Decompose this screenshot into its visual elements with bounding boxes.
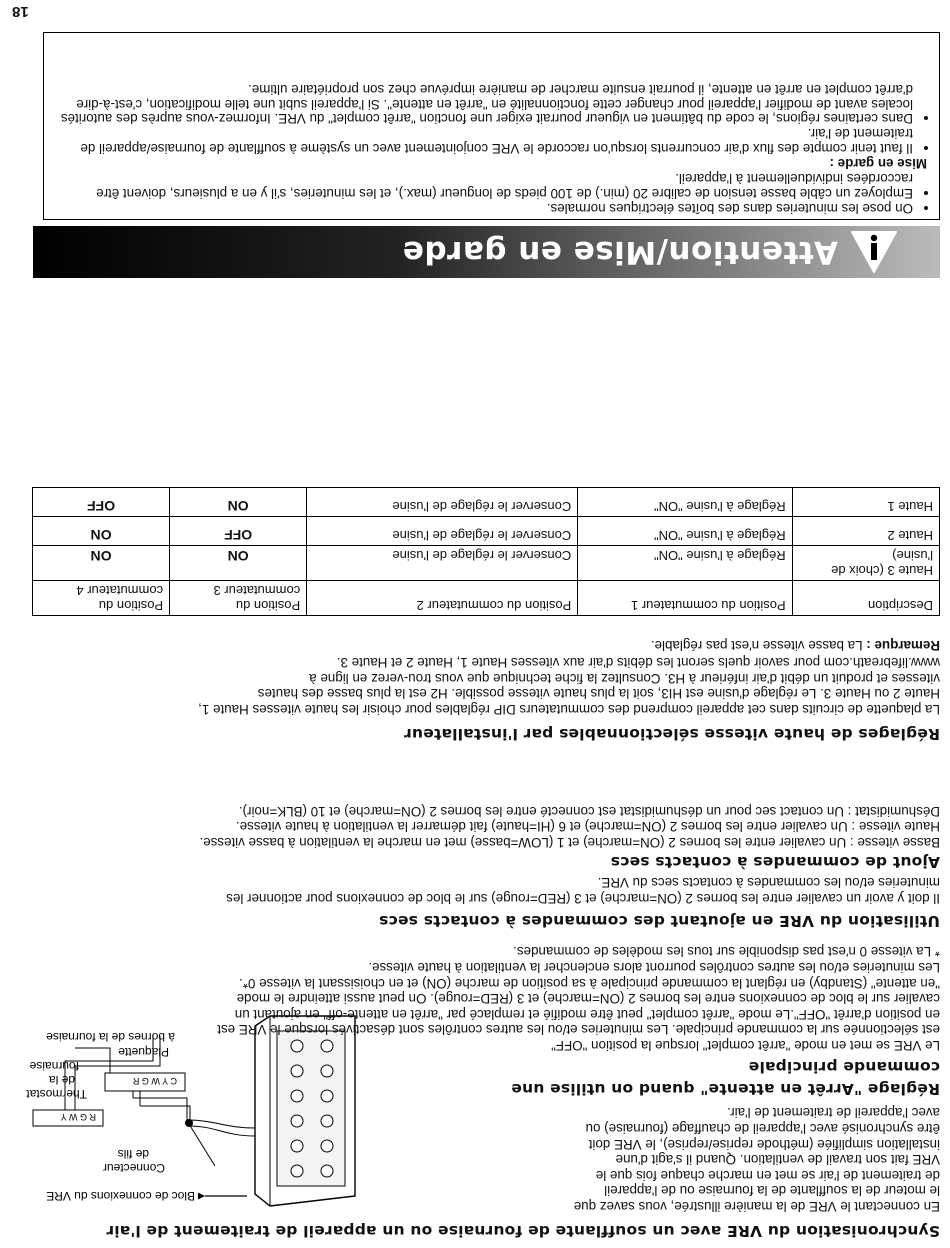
note [10,637,940,653]
th-switch3: Position du commutateur 3 [170,581,307,616]
sync-line: En connectant le VRE de la manière illustrée, vous savez que [573,1199,940,1214]
standby-line: Le VRE se met en mode "arrêt complet" lorsque la position "OFF" [551,1038,940,1053]
table-row [33,546,940,581]
high-line: Haute 2 ou Haute 3. Le réglage d'usine est HI3, soit la plus haute vitesse possible. H2 est la plus basse des hautes [257,686,940,702]
label-connecteur: Connecteur [102,1161,165,1175]
note-label: Remarque : [866,637,940,653]
page-number: 18 [12,3,29,20]
sync-line: le moteur de la soufflante de la fournaise ou de l'appareil [604,1183,940,1199]
cell: Conserver le réglage de l'usine [307,488,578,517]
sync-line: VRE fait son travail de ventilation. Quand il s'agit d'une [615,1152,940,1168]
table-row [33,488,940,517]
sync-line: de traitement de l'air se met en marche chaque fois que le [595,1167,940,1183]
furnace-terminal-board [105,1073,185,1091]
th-switch2: Position du commutateur 2 [307,581,578,616]
dry-line: minuteries et/ou les commandes à contacts secs du VRE. [597,875,940,891]
th-description: Description [792,581,939,616]
high-speed-heading: Réglages de haute vitesse sélectionnables par l'installateur [403,725,940,743]
label-plaquette: Plaquette [118,1045,169,1059]
sync-line: être synchronisé avec l'appareil de chauffage (fournaise) ou [585,1121,940,1137]
caution-title: Attention/Mise en garde [402,234,838,270]
thermostat-box [33,1110,103,1126]
dry-line: Il doit y avoir un cavalier entre les bornes 2 (ON=marche) et 3 (RED=rouge) sur le bloc de connexions pour actionner les [226,891,940,906]
label-thermostat: Thermostat [26,1087,87,1101]
caution-bullet: • On pose les minuteries dans des boîtes électriques normales. [48,200,913,215]
sync-heading: Synchronisation du VRE avec un soufflante de fournaise ou un appareil de traitement de l'air [106,1222,940,1240]
cell: Haute 2 [792,517,939,546]
warning-icon [850,230,898,274]
cell: ON [170,488,307,517]
standby-line: "en attente" (Standby) en réglant la commande principale à sa position de marche (ON) et en choisissant la vitesse 0*. [239,975,940,991]
dry-item-high: Haute vitesse : Un cavalier entre les bornes 2 (ON=marche) et 6 (HI=haute) fait démarrer la ventilation à haute vitesse. [235,819,940,835]
cell: ON [33,546,170,581]
high-line: vitesses et produit un débit d'air inférieur à H3. Consultez la fiche technique que vous trou-verez en ligne à [309,670,940,686]
caution-box [43,32,940,220]
high-line: www.lifebreath.com pour savoir quels seront les débits d'air aux vitesses Haute 1, Haute 2 et Haute 3. [336,655,940,671]
th-switch1: Position du commutateur 1 [578,581,792,616]
standby-line: Les minuteries et/ou les autres contrôles pourront alors enclencher la ventilation à haute vitesse. [368,960,940,976]
cell: Réglage à l'usine "ON" [578,517,792,546]
cell: Haute 1 [792,488,939,517]
standby-paragraph [10,944,940,1053]
table-header-row [33,581,940,616]
label-bornes: à bornes de la fournaise [46,1030,175,1044]
high-line: La plaquette de circuits dans cet appareil comprend des commutateurs DIP réglables pour choisir les haute vitesses Haute 1, [198,702,940,717]
dip-switch-table [32,487,940,616]
note-text: La basse vitesse n'est pas réglable. [650,637,867,653]
label-de-fils: de fils [117,1147,149,1161]
standby-line: en position d'arrêt "OFF".Le mode "arrêt complet" peut être modifié et remplacé par "arrêt en attente-off" en ajoutant un [234,1006,940,1022]
label-bloc: Bloc de connexions du VRE [46,1189,195,1203]
caution-list-b [48,81,935,155]
caution-bullet: • Dans certaines régions, le code du bâtiment en vigueur pourrait exiger une fonction "arrêt complet" du VRE. Informez-vous auprès des autorités locales avant de modifier l'appareil pour changer cette fonctionnalité en "arrêt en attente". Si l'appareil subit une telle modification, c'est-à-dire d'arrêt complet en arrêt en attente, il pourrait ensuite marcher de manière imprévue chez son propriétaire ultime. [48,81,913,125]
sync-line: avec l'appareil de traitement de l'air. [727,1105,940,1121]
dry-contacts-heading: Utilisation du VRE en ajoutant des commandes à contacts secs [378,912,940,930]
standby-heading-2: commande principale [748,1058,940,1076]
dry-sub-heading: Ajout de commandes à contacts secs [610,852,940,871]
caution-bullet: • Il faut tenir compte des flux d'air concurrents lorsqu'on raccorde le VRE conjointement avec un système à soufflante de fournaise/appareil de traitement de l'air. [48,125,913,155]
cell: Réglage à l'usine "ON" [578,546,792,581]
sync-section [10,1222,940,1240]
cell: ON [33,517,170,546]
mise-en-garde-label: Mise en garde : [829,155,927,171]
dry-item-dehum: Déshumidistat : Un contact sec pour un déshumidistat est connecté entre les bornes 2 (ON=marche) et 10 (BLK=noir). [238,803,940,819]
cell: OFF [170,517,307,546]
cell: Haute 3 (choix de l'usine) [792,546,939,581]
wire-connector-icon [185,1119,193,1127]
thermostat-terminals: R G W Y [60,1112,96,1122]
caution-bullet: • Employez un câble basse tension de calibre 20 (min.) de 100 pieds de longueur (max.), et les minuteries, s'il y en a plusieurs, doivent être raccordées individuellement à l'appareil. [48,171,913,201]
standby-section [370,1058,940,1098]
caution-banner [33,226,940,278]
cell: OFF [33,488,170,517]
cell: Conserver le réglage de l'usine [307,517,578,546]
cell: Conserver le réglage de l'usine [307,546,578,581]
standby-line: est sélectionnée sur la commande principale. Les minuteries et/ou les autres contrôles sont désactivés lorsque le VRE est [217,1022,940,1038]
cell: ON [170,546,307,581]
standby-line: cavalier sur le bloc de connexions entre les bornes 2 (ON=marche) et 3 (RED=rouge). On peut aussi atteindre le mode [236,991,940,1007]
standby-heading: Réglage "Arrêt en attente" quand on utilise une [511,1080,940,1098]
label-fournaise: fournaise [29,1059,79,1073]
caution-list-a [48,171,935,215]
furnace-terminals: C Y W G R [132,1076,177,1086]
table-row [33,517,940,546]
cell: Réglage à l'usine "ON" [578,488,792,517]
sync-paragraph [380,1105,940,1214]
standby-line: * La vitesse 0 n'est pas disponible sur tous les modèles de commandes. [513,944,940,960]
th-switch4: Position du commutateur 4 [33,581,170,616]
label-de-la: de la [48,1073,75,1087]
sync-line: installation simplifiée (méthode reprise/reprise), le VRE doit [588,1136,940,1152]
high-speed-section [10,637,940,743]
dry-item-low: Basse vitesse : Un cavalier entre les bornes 2 (ON=marche) et 1 (LOW=basse) met en marche la ventilation à basse vitesse. [199,834,940,850]
dry-contacts-section [10,803,940,930]
